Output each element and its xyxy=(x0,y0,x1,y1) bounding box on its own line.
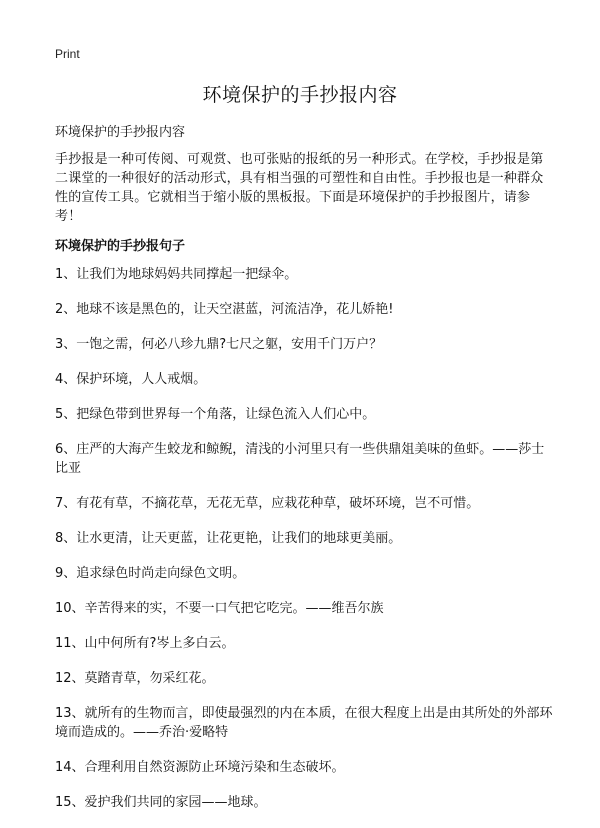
list-item: 7、有花有草，不摘花草，无花无草，应栽花种草，破坏环境，岂不可惜。 xyxy=(55,496,480,511)
list-item: 3、一饱之需，何必八珍九鼎?七尺之躯，安用千门万户？ xyxy=(55,337,383,352)
list-item: 12、莫踏青草，勿采红花。 xyxy=(55,671,215,686)
list-item: 10、辛苦得来的实，不要一口气把它吃完。——维吾尔族 xyxy=(55,601,384,616)
sentence-list xyxy=(55,265,555,828)
list-item: 8、让水更清，让天更蓝，让花更艳，让我们的地球更美丽。 xyxy=(55,531,402,546)
list-item: 4、保护环境，人人戒烟。 xyxy=(55,372,207,387)
list-item: 13、就所有的生物而言，即使最强烈的内在本质，在很大程度上出是由其所处的外部环境而造成的。——乔治·爱略特 xyxy=(55,706,553,740)
print-link[interactable]: Print xyxy=(55,47,80,61)
list-item: 5、把绿色带到世界每一个角落，让绿色流入人们心中。 xyxy=(55,407,376,422)
intro-paragraph: 手抄报是一种可传阅、可观赏、也可张贴的报纸的另一种形式。在学校，手抄报是第二课堂的一种很好的活动形式，具有相当强的可塑性和自由性。手抄报也是一种群众性的宣传工具。它就相当于缩小版的黑板报。下面是环境保护的手抄报图片，请参考！ xyxy=(55,152,544,224)
list-item: 2、地球不该是黑色的，让天空湛蓝，河流洁净，花儿娇艳! xyxy=(55,302,394,317)
section-heading: 环境保护的手抄报句子 xyxy=(55,239,186,254)
list-item: 6、庄严的大海产生蛟龙和鲸鲵，清浅的小河里只有一些供鼎俎美味的鱼虾。——莎士比亚 xyxy=(55,442,545,476)
list-item: 9、追求绿色时尚走向绿色文明。 xyxy=(55,566,246,581)
subheading: 环境保护的手抄报内容 xyxy=(55,125,186,140)
list-item: 11、山中何所有?岑上多白云。 xyxy=(55,636,235,651)
list-item: 15、爱护我们共同的家园——地球。 xyxy=(55,795,267,810)
list-item: 1、让我们为地球妈妈共同撑起一把绿伞。 xyxy=(55,267,298,282)
page-title: 环境保护的手抄报内容 xyxy=(202,84,398,106)
list-item: 14、合理利用自然资源防止环境污染和生态破坏。 xyxy=(55,760,345,775)
